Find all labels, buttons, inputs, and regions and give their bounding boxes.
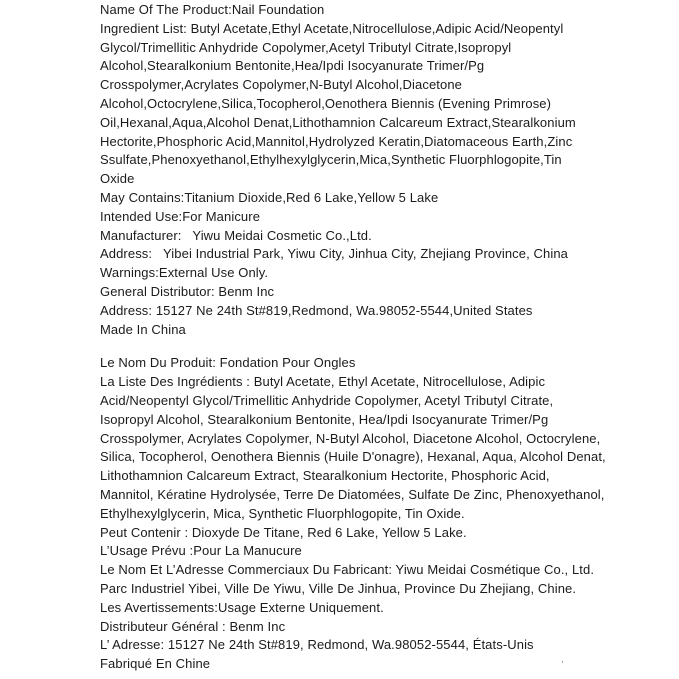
text-line: Intended Use:For Manicure — [100, 208, 261, 224]
text-line: Lithothamnion Calcareum Extract, Stearalkonium Hectorite, Phosphoric Acid, — [100, 468, 550, 484]
text-line: Alcohol,Octocrylene,Silica,Tocopherol,Oenothera Biennis (Evening Primrose) — [100, 95, 552, 111]
text-line: La Liste Des Ingrédients : Butyl Acetate, Ethyl Acetate, Nitrocellulose, Adipic — [100, 374, 546, 390]
french-label-section — [100, 354, 659, 674]
text-line: May Contains:Titanium Dioxide,Red 6 Lake,Yellow 5 Lake — [100, 189, 439, 205]
text-line: Warnings:External Use Only. — [100, 265, 269, 281]
text-line: Crosspolymer,Acrylates Copolymer,N-Butyl Alcohol,Diacetone — [100, 77, 462, 93]
text-line: Mannitol, Kératine Hydrolysée, Terre De Diatomées, Sulfate De Zinc, Phenoxyethanol, — [100, 486, 605, 502]
text-line: Hectorite,Phosphoric Acid,Mannitol,Hydrolyzed Keratin,Diatomaceous Earth,Zinc — [100, 133, 573, 149]
text-line: Ssulfate,Phenoxyethanol,Ethylhexylglycerin,Mica,Synthetic Fluorphlogopite,Tin — [100, 152, 562, 168]
text-line: Acid/Neopentyl Glycol/Trimellitic Anhydride Copolymer, Acetyl Tributyl Citrate, — [100, 392, 554, 408]
text-line: Distributeur Général : Benm Inc — [100, 618, 286, 634]
text-line: Les Avertissements:Usage Externe Uniquement. — [100, 599, 384, 615]
section-gap — [100, 339, 659, 354]
text-line: Fabriqué En Chine — [100, 656, 211, 672]
text-line: Manufacturer: Yiwu Meidai Cosmetic Co.,Ltd. — [100, 227, 372, 243]
text-line: Crosspolymer, Acrylates Copolymer, N-Butyl Alcohol, Diacetone Alcohol, Octocrylene, — [100, 430, 601, 446]
text-line: Peut Contenir : Dioxyde De Titane, Red 6 Lake, Yellow 5 Lake. — [100, 524, 467, 540]
text-line: Oxide — [100, 171, 135, 187]
text-line: L’ Adresse: 15127 Ne 24th St#819, Redmond, Wa.98052-5544, États-Unis — [100, 637, 534, 653]
text-line: Glycol/Trimellitic Anhydride Copolymer,Acetyl Tributyl Citrate,Isopropyl — [100, 39, 512, 55]
text-line: Alcohol,Stearalkonium Bentonite,Hea/Ipdi Isocyanurate Trimer/Pg — [100, 58, 485, 74]
text-line: Isopropyl Alcohol, Stearalkonium Bentonite, Hea/Ipdi Isocyanurate Trimer/Pg — [100, 411, 549, 427]
text-line: Name Of The Product:Nail Foundation — [100, 2, 325, 17]
text-line: Silica, Tocopherol, Oenothera Biennis (Huile D'onagre), Hexanal, Aqua, Alcohol Denat, — [100, 449, 606, 465]
text-line: Parc Industriel Yibei, Ville De Yiwu, Ville De Jinhua, Province Du Zhejiang, Chine. — [100, 580, 577, 596]
english-label-section — [100, 1, 659, 339]
text-line: Address: 15127 Ne 24th St#819,Redmond, Wa.98052-5544,United States — [100, 302, 533, 318]
text-line: Made In China — [100, 321, 186, 337]
text-line: L’Usage Prévu :Pour La Manucure — [100, 543, 302, 559]
text-line: Ethylhexylglycerin, Mica, Synthetic Fluorphlogopite, Tin Oxide. — [100, 505, 465, 521]
text-line: Oil,Hexanal,Aqua,Alcohol Denat,Lithothamnion Calcareum Extract,Stearalkonium — [100, 114, 576, 130]
text-line: Ingredient List: Butyl Acetate,Ethyl Acetate,Nitrocellulose,Adipic Acid/Neopentyl — [100, 20, 564, 36]
text-line: Address: Yibei Industrial Park, Yiwu City, Jinhua City, Zhejiang Province, China — [100, 246, 568, 262]
text-line: General Distributor: Benm Inc — [100, 283, 275, 299]
text-line: Le Nom Du Produit: Fondation Pour Ongles — [100, 355, 356, 371]
text-line: Le Nom Et L’Adresse Commerciaux Du Fabricant: Yiwu Meidai Cosmétique Co., Ltd. — [100, 562, 595, 578]
stray-mark: , — [561, 654, 564, 665]
